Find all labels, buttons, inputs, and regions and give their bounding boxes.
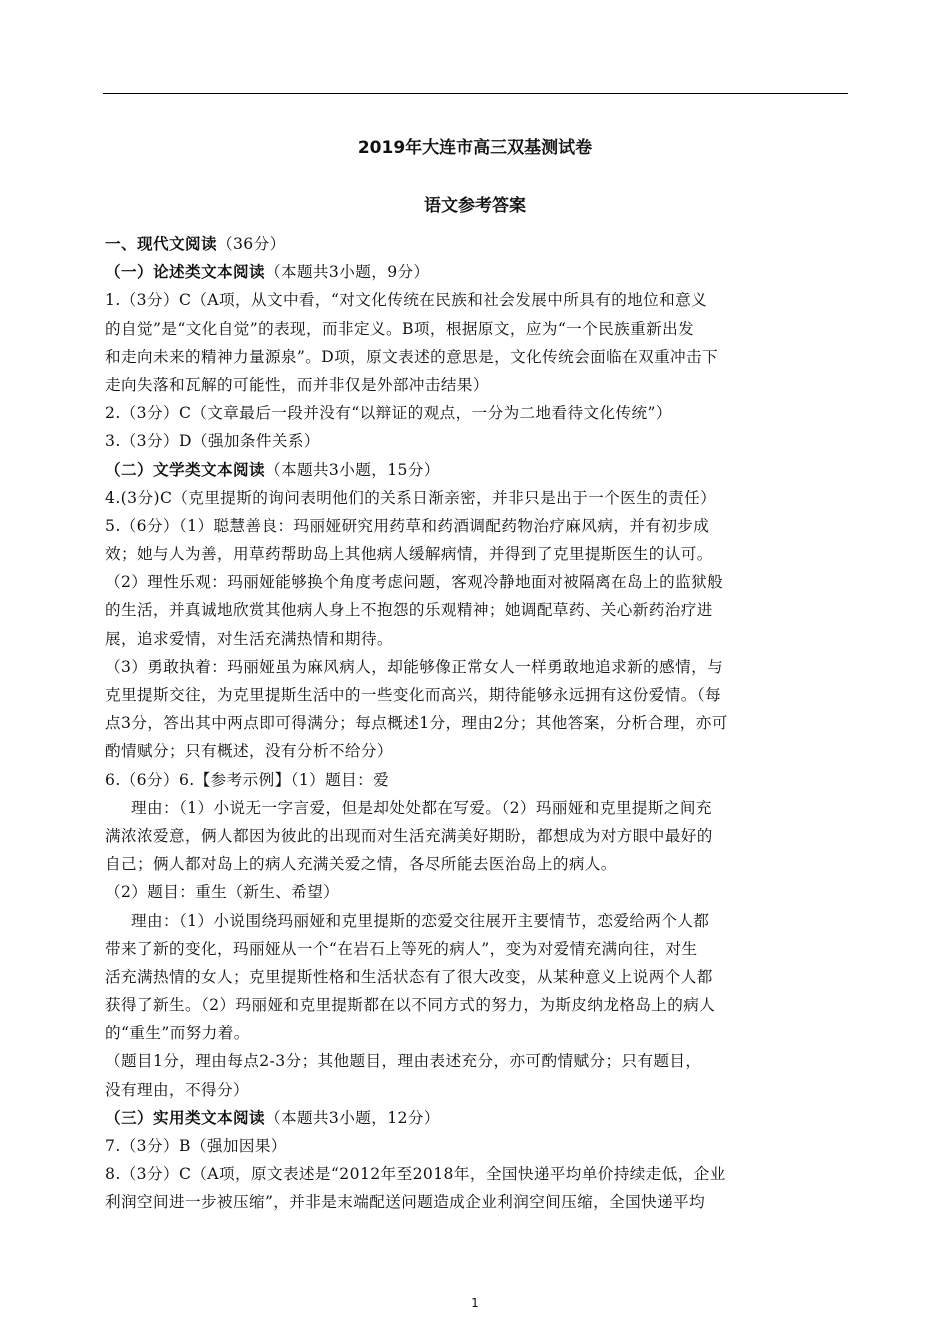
answer-line: 带来了新的变化，玛丽娅从一个“在岩石上等死的病人”，变为对爱情充满向往，对生 <box>105 939 698 958</box>
answer-line: 4.(3分)C（克里提斯的询问表明他们的关系日渐亲密，并非只是出于一个医生的责任） <box>105 488 717 507</box>
answer-line: 利润空间进一步被压缩”，并非是末端配送问题造成企业利润空间压缩，全国快递平均 <box>105 1193 706 1212</box>
answer-line: （3）勇敢执着：玛丽娅虽为麻风病人，却能够像正常女人一样勇敢地追求新的感情，与 <box>105 657 724 676</box>
answer-line: 克里提斯交往，为克里提斯生活中的一些变化而高兴，期待能够永远拥有这份爱情。（每 <box>105 686 721 704</box>
answer-line: 2.（3分）C（文章最后一段并没有“以辩证的观点，一分为二地看待文化传统”） <box>105 404 672 423</box>
answer-line: 理由：（1）小说无一字言爱，但是却处处都在写爱。（2）玛丽娅和克里提斯之间充 <box>131 798 712 817</box>
answer-line: 5.（6分）（1）聪慧善良：玛丽娅研究用药草和药酒调配药物治疗麻风病，并有初步成 <box>105 516 710 535</box>
answer-line: 展，追求爱情，对生活充满热情和期待。 <box>105 629 393 648</box>
part-heading: （一）论述类文本阅读（本题共3小题，9分） <box>105 263 430 282</box>
answer-line: （2）理性乐观：玛丽娅能够换个角度考虑问题，客观冷静地面对被隔离在岛上的监狱般 <box>105 573 724 592</box>
answer-line: 的自觉”是“文化自觉”的表现，而非定义。B项，根据原文，应为“一个民族重新出发 <box>105 319 695 338</box>
answer-line: 的“重生”而努力着。 <box>105 1024 250 1043</box>
part-heading: （三）实用类文本阅读（本题共3小题，12分） <box>105 1108 440 1127</box>
document-subtitle: 语文参考答案 <box>424 196 526 216</box>
header-rule <box>103 93 848 94</box>
answer-line: 获得了新生。（2）玛丽娅和克里提斯都在以不同方式的努力，为斯皮纳龙格岛上的病人 <box>105 996 716 1015</box>
answer-line: 7.（3分）B（强加因果） <box>105 1137 287 1155</box>
answer-line: 没有理由，不得分） <box>105 1080 249 1099</box>
answer-line: 理由：（1）小说围绕玛丽娅和克里提斯的恋爱交往展开主要情节，恋爱给两个人都 <box>131 911 710 930</box>
answer-line: 自己；俩人都对岛上的病人充满关爱之情，各尽所能去医治岛上的病人。 <box>105 855 617 874</box>
part-heading: （二）文学类文本阅读（本题共3小题，15分） <box>105 460 440 479</box>
answer-body <box>105 230 845 1217</box>
section-heading: 一、现代文阅读（36分） <box>105 235 286 253</box>
answer-line: 效；她与人为善，用草药帮助岛上其他病人缓解病情，并得到了克里提斯医生的认可。 <box>105 545 713 564</box>
answer-line: 1.（3分）C（A项，从文中看，“对文化传统在民族和社会发展中所具有的地位和意义 <box>105 291 708 310</box>
answer-line: （2）题目：重生（新生、希望） <box>105 883 340 902</box>
answer-line: 满浓浓爱意，俩人都因为彼此的出现而对生活充满美好期盼，都想成为对方眼中最好的 <box>105 826 713 845</box>
answer-line: 活充满热情的女人；克里提斯性格和生活状态有了很大改变，从某种意义上说两个人都 <box>105 967 713 986</box>
document-title: 2019年大连市高三双基测试卷 <box>357 138 593 158</box>
answer-line: 和走向未来的精神力量源泉”。D项，原文表述的意思是，文化传统会面临在双重冲击下 <box>105 347 719 366</box>
page-number: 1 <box>471 1296 479 1310</box>
answer-line: （题目1分，理由每点2-3分；其他题目，理由表述充分，亦可酌情赋分；只有题目， <box>105 1052 702 1071</box>
answer-line: 走向失落和瓦解的可能性，而并非仅是外部冲击结果） <box>105 375 489 394</box>
answer-line: 8.（3分）C（A项，原文表述是“2012年至2018年，全国快递平均单价持续走低，企业 <box>105 1165 726 1184</box>
answer-line: 3.（3分）D（强加条件关系） <box>105 432 320 451</box>
answer-line: 的生活，并真诚地欣赏其他病人身上不抱怨的乐观精神；她调配草药、关心新药治疗进 <box>105 601 713 620</box>
answer-line: 酌情赋分；只有概述，没有分析不给分） <box>105 742 393 761</box>
answer-line: 6.（6分）6.【参考示例】（1）题目：爱 <box>105 770 390 789</box>
answer-line: 点3分，答出其中两点即可得满分；每点概述1分，理由2分；其他答案，分析合理，亦可 <box>105 714 728 733</box>
